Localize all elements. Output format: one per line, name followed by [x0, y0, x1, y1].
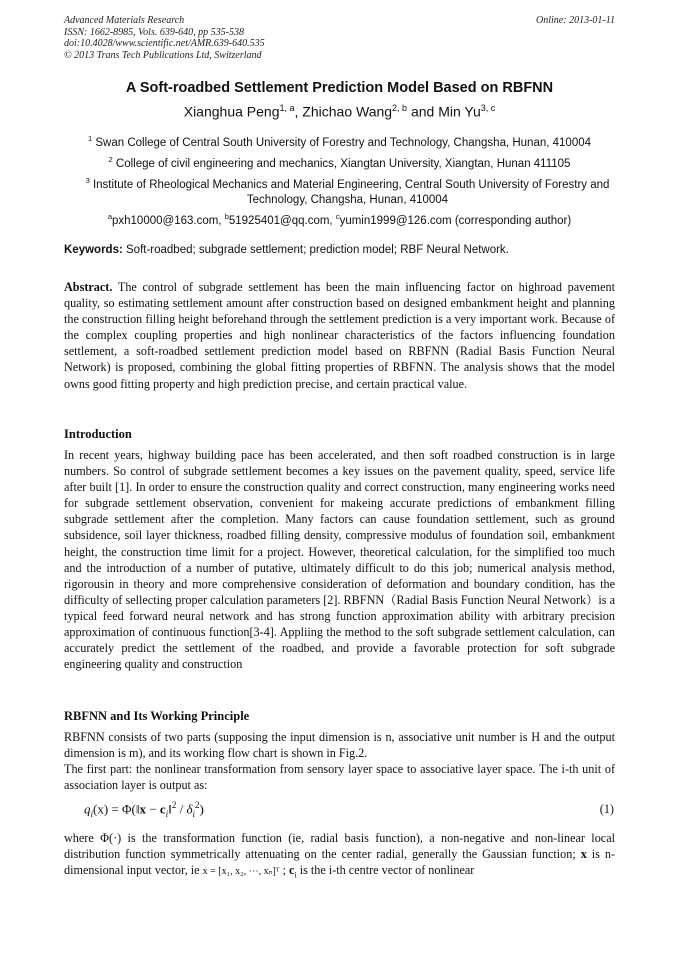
email-sup: c — [335, 212, 340, 221]
email-text: yumin1999@126.com (corresponding author) — [339, 214, 572, 227]
email-line — [64, 209, 615, 229]
email-text: 51925401@qq.com, — [228, 214, 336, 227]
abstract — [64, 279, 615, 392]
affiliation-num: 1 — [87, 134, 93, 143]
paper-title: A Soft-roadbed Settlement Prediction Model Based on RBFNN — [125, 80, 554, 96]
affiliation — [64, 131, 615, 151]
section-heading-introduction: Introduction — [64, 427, 132, 441]
first-part-text: The first part: the nonlinear transformation from sensory layer space to associative layer space. The i-th unit of association layer is output as: — [64, 762, 615, 793]
copyright-line: © 2013 Trans Tech Publications Ltd, Switzerland — [64, 49, 262, 61]
author-sup: 2, b — [392, 103, 408, 113]
author-separator: and — [407, 103, 439, 120]
section-heading-rbfnn: RBFNN and Its Working Principle — [64, 709, 250, 723]
rbfnn-text — [64, 729, 615, 793]
equation-number: (1) — [599, 802, 614, 816]
affiliation-num: 3 — [85, 176, 90, 185]
affiliation-num: 2 — [108, 155, 113, 164]
author-list — [64, 103, 615, 120]
affiliation-text: Institute of Rheological Mechanics and Material Engineering, Central South University of Forestry and Technology, Changsha, Hunan, 410004 — [92, 178, 610, 206]
where-paragraph: where Φ(·) is the transformation function (ie, radial basis function), a non-negative and non-linear local distribution function symmetrically attenuating on the center radial, generally the Gaussian function; x is n-dimensional input vector, ie x = [x₁, x₂, ⋯, xₙ]ᵀ ; $c_i$ is the i-th centre vector of nonlinear — [64, 831, 616, 880]
author-name: Min Yu — [438, 103, 481, 120]
keywords-label: Keywords: — [64, 244, 123, 256]
introduction-text: In recent years, highway building pace has been accelerated, and then soft roadbed construction is in large numbers. So control of subgrade settlement becomes a key issues on the pavement quality, speed, service life after built [1]. In order to ensure the construction quality and correct construction, many engineering works need for subgrade settlement observation, convenient for makeing accurate predictions of embankment filling subgrade settlement after the completion. Many factors can cause foundation settlement, such as ground subsidence, soil layer thickness, roadbed filling density, compressive modulus of foundation soil, embankment height, the construction time limit for a project. However, theoretical calculation, for the simplified too much and the introduction of a number of putative, ultimately difficult to do this job; numerical analysis method, rigorousin in theory and more comprehensive consideration of deformation and boundary condition, has the difficulty of sellecting proper calculation parameters [2]. RBFNN（Radial Basis Function Neural Network）is a typical feed forward neural network and has strong function approximation ability with arbitrary precision approximation of continuous function[3-4]. Appliing the method to the soft subgrade settlement calculation, can accurately predict the settlement of the roadbed, and provide a favorable protection for soft subgrade engineering quality and construction — [64, 448, 615, 672]
doi-line: doi:10.4028/www.scientific.net/AMR.639-640.535 — [64, 38, 265, 49]
abstract-text: The control of subgrade settlement has been the main influencing factor on highroad pavement quality, so estimating settlement amount after construction based on designed embankment height and planning the construction filling height beforehand through the settlement prediction is a very important work. Because of the complex coupling properties and high nonlinear characteristics of the factors influencing foundation settlement, a soft-roadbed settlement prediction model based on RBFNN (Radial Basis Function Neural Network) is proposed, combining the global fitting properties of RBFNN. The analysis shows that the model owns good fitting property and high prediction precise, and certain practical value. — [64, 280, 615, 391]
rbfnn-intro: RBFNN consists of two parts (supposing the input dimension is n, associative unit number is H and the output dimension is m), and its working flow chart is shown in Fig.2. — [64, 730, 615, 761]
equation-1: $q_i(x)$ = Φ(‖x − $c_i‖^2 / \delta_i^2$) — [84, 800, 204, 819]
abstract-label: Abstract. — [64, 280, 113, 294]
keywords-text: Soft-roadbed; subgrade settlement; prediction model; RBF Neural Network. — [126, 244, 509, 256]
author-name: Xianghua Peng — [183, 103, 280, 120]
affiliation — [80, 173, 615, 208]
email-sup: b — [224, 212, 229, 221]
affiliation — [64, 152, 615, 172]
journal-header — [64, 15, 615, 61]
author-sup: 1, a — [279, 103, 295, 113]
journal-name: Advanced Materials Research — [64, 15, 185, 26]
author-separator: , — [294, 103, 303, 120]
keywords — [64, 244, 615, 256]
affiliation-text: College of civil engineering and mechanics, Xiangtan University, Xiangtan, Hunan 411105 — [115, 157, 571, 170]
issn-line: ISSN: 1662-8985, Vols. 639-640, pp 535-538 — [64, 26, 244, 38]
email-text: pxh10000@163.com, — [112, 214, 225, 227]
online-date: Online: 2013-01-11 — [536, 15, 615, 26]
author-sup: 3, c — [480, 103, 496, 113]
email-sup: a — [107, 212, 112, 221]
author-name: Zhichao Wang — [302, 103, 393, 120]
affiliation-text: Swan College of Central South University of Forestry and Technology, Changsha, Hunan, 410004 — [95, 136, 592, 149]
